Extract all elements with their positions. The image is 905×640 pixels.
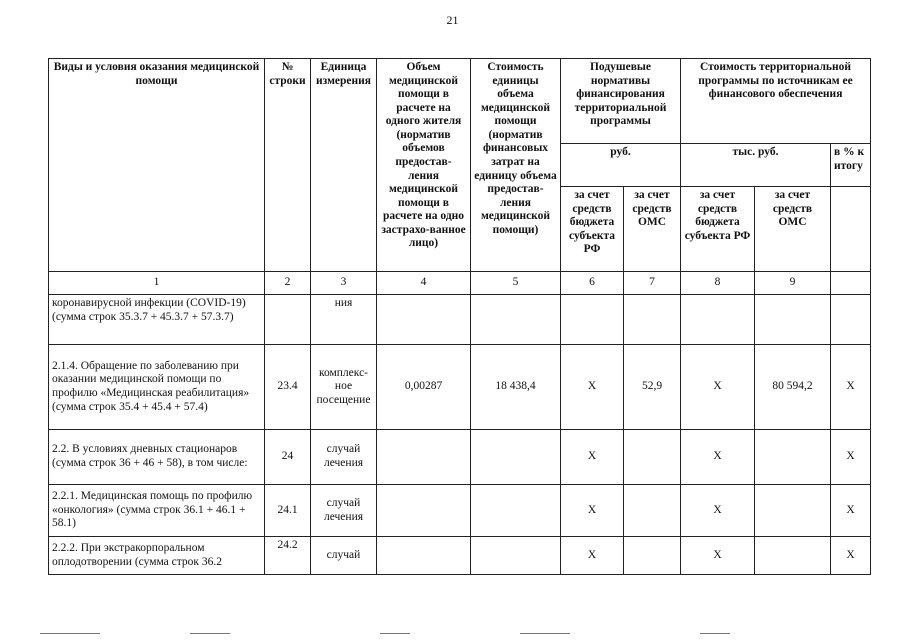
table-row bbox=[49, 485, 871, 537]
row-unit-cost bbox=[471, 485, 561, 537]
row-pc-oms bbox=[624, 430, 681, 485]
page-number: 21 bbox=[446, 13, 459, 27]
row-tc-budget: X bbox=[681, 485, 755, 537]
column-number: 3 bbox=[311, 272, 377, 295]
row-number: 23.4 bbox=[265, 345, 311, 430]
row-pct: X bbox=[831, 537, 871, 575]
row-unit: случай лечения bbox=[311, 485, 377, 537]
header-program-cost: Стоимость территориальной программы по источникам ее финансового обеспечения bbox=[681, 59, 871, 144]
row-unit-cost bbox=[471, 430, 561, 485]
table-row bbox=[49, 345, 871, 430]
row-tc-budget: X bbox=[681, 537, 755, 575]
header-volume: Объем медицинской помощи в расчете на одного жителя (норматив объемов предостав-ления медицинской помощи в расчете на одно застрахо-ванное лицо) bbox=[377, 59, 471, 272]
row-pc-oms: 52,9 bbox=[624, 345, 681, 430]
header-pc-oms: за счет средств ОМС bbox=[624, 187, 681, 272]
row-tc-oms bbox=[755, 430, 831, 485]
row-pc-oms bbox=[624, 537, 681, 575]
row-unit: случай лечения bbox=[311, 430, 377, 485]
header-unit-rub: руб. bbox=[561, 144, 681, 187]
row-unit: комплекс-ное посещение bbox=[311, 345, 377, 430]
header-care-type: Виды и условия оказания медицинской помощи bbox=[49, 59, 265, 272]
row-name: 2.2. В условиях дневных стационаров (сумма строк 36 + 46 + 58), в том числе: bbox=[49, 430, 265, 485]
row-unit-cost bbox=[471, 295, 561, 345]
row-volume bbox=[377, 295, 471, 345]
row-volume bbox=[377, 537, 471, 575]
row-tc-oms bbox=[755, 295, 831, 345]
row-volume bbox=[377, 430, 471, 485]
row-name: 2.1.4. Обращение по заболеванию при оказании медицинской помощи по профилю «Медицинская реабилитация» (сумма строк 35.4 + 45.4 + 57.4) bbox=[49, 345, 265, 430]
column-number: 7 bbox=[624, 272, 681, 295]
row-pc-budget: X bbox=[561, 485, 624, 537]
row-pc-budget: X bbox=[561, 430, 624, 485]
header-row-number: № строки bbox=[265, 59, 311, 272]
row-volume: 0,00287 bbox=[377, 345, 471, 430]
header-pc-budget: за счет средств бюджета субъекта РФ bbox=[561, 187, 624, 272]
header-per-capita: Подушевые нормативы финансирования территориальной программы bbox=[561, 59, 681, 144]
scan-mark bbox=[700, 633, 730, 634]
row-number: 24.1 bbox=[265, 485, 311, 537]
row-tc-budget: X bbox=[681, 430, 755, 485]
column-number: 2 bbox=[265, 272, 311, 295]
row-pct: X bbox=[831, 485, 871, 537]
row-pct bbox=[831, 295, 871, 345]
column-number: 6 bbox=[561, 272, 624, 295]
row-pct: X bbox=[831, 430, 871, 485]
header-tc-budget: за счет средств бюджета субъекта РФ bbox=[681, 187, 755, 272]
scan-mark bbox=[380, 633, 410, 634]
table-row bbox=[49, 295, 871, 345]
row-unit: ния bbox=[311, 295, 377, 345]
table-row bbox=[49, 430, 871, 485]
column-number-empty bbox=[831, 272, 871, 295]
header-row-1 bbox=[49, 59, 871, 144]
column-number: 8 bbox=[681, 272, 755, 295]
row-unit-cost: 18 438,4 bbox=[471, 345, 561, 430]
row-volume bbox=[377, 485, 471, 537]
row-name: 2.2.2. При экстракорпоральном оплодотворении (сумма строк 36.2 bbox=[49, 537, 265, 575]
header-tc-oms: за счет средств ОМС bbox=[755, 187, 831, 272]
row-pct: X bbox=[831, 345, 871, 430]
column-numbers-row bbox=[49, 272, 871, 295]
row-pc-budget bbox=[561, 295, 624, 345]
table-row bbox=[49, 537, 871, 575]
row-number: 24 bbox=[265, 430, 311, 485]
column-number: 4 bbox=[377, 272, 471, 295]
column-number: 1 bbox=[49, 272, 265, 295]
header-pct-empty bbox=[831, 187, 871, 272]
scan-edge-marks bbox=[0, 626, 905, 640]
row-pc-budget: X bbox=[561, 345, 624, 430]
row-tc-budget bbox=[681, 295, 755, 345]
row-tc-oms bbox=[755, 537, 831, 575]
row-number bbox=[265, 295, 311, 345]
header-unit-percent: в % к итогу bbox=[831, 144, 871, 187]
row-unit-cost bbox=[471, 537, 561, 575]
header-unit-thousand-rub: тыс. руб. bbox=[681, 144, 831, 187]
header-unit-cost: Стоимость единицы объема медицинской помощи (норматив финансовых затрат на единицу объема предостав-ления медицинской помощи) bbox=[471, 59, 561, 272]
row-pc-budget: X bbox=[561, 537, 624, 575]
column-number: 9 bbox=[755, 272, 831, 295]
row-pc-oms bbox=[624, 485, 681, 537]
row-number: 24.2 bbox=[265, 537, 311, 575]
row-tc-budget: X bbox=[681, 345, 755, 430]
row-tc-oms bbox=[755, 485, 831, 537]
column-number: 5 bbox=[471, 272, 561, 295]
row-name: коронавирусной инфекции (COVID-19) (сумма строк 35.3.7 + 45.3.7 + 57.3.7) bbox=[49, 295, 265, 345]
scan-mark bbox=[520, 633, 570, 634]
row-tc-oms: 80 594,2 bbox=[755, 345, 831, 430]
scan-mark bbox=[190, 633, 230, 634]
financing-table bbox=[48, 58, 871, 575]
scan-mark bbox=[40, 633, 100, 634]
row-name: 2.2.1. Медицинская помощь по профилю «онкология» (сумма строк 36.1 + 46.1 + 58.1) bbox=[49, 485, 265, 537]
header-unit: Единица измерения bbox=[311, 59, 377, 272]
row-unit: случай bbox=[311, 537, 377, 575]
row-pc-oms bbox=[624, 295, 681, 345]
